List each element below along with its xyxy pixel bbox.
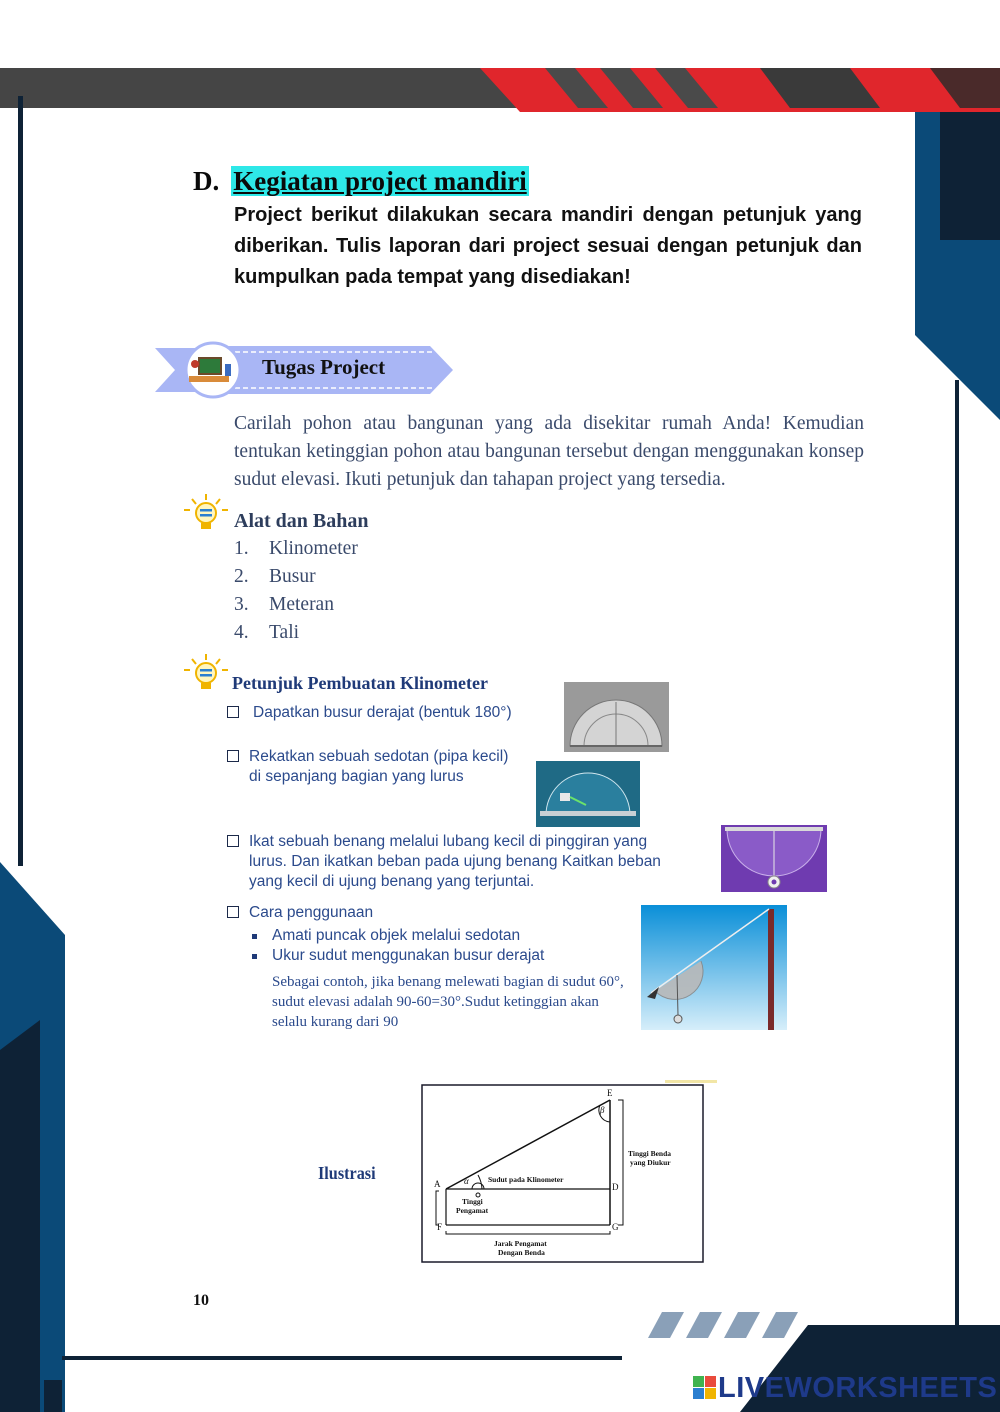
illustration-title: Ilustrasi — [318, 1163, 376, 1183]
lightbulb-icon — [180, 492, 232, 536]
square-bullet-icon — [252, 934, 257, 939]
alpha-label: α — [464, 1176, 469, 1186]
page-number: 10 — [193, 1292, 209, 1309]
materials-item — [234, 622, 299, 644]
point-f-label: F — [437, 1222, 443, 1232]
instruction-step: Dapatkan busur derajat (bentuk 180°) — [253, 704, 512, 721]
tinggi-benda-label-2: yang Diukur — [630, 1158, 671, 1167]
logo-badge-text: LIVE — [693, 1406, 696, 1407]
point-g-label: G — [612, 1222, 619, 1232]
tinggi-pengamat-label: Tinggi — [462, 1197, 483, 1206]
square-bullet-icon — [252, 954, 257, 959]
materials-item-label: Klinometer — [269, 538, 358, 559]
materials-item — [234, 566, 316, 588]
jarak-label: Jarak Pengamat — [494, 1239, 547, 1248]
task-description: Carilah pohon atau bangunan yang ada disekitar rumah Anda! Kemudian tentukan ketinggian pohon atau bangunan tersebut dengan menggunakan konsep sudut elevasi. Ikuti petunjuk dan tahapan project yang tersedia. — [234, 413, 864, 490]
materials-item-number: 1. — [234, 538, 249, 559]
instructions-title: Petunjuk Pembuatan Klinometer — [232, 673, 488, 693]
checkbox-bullet-icon — [227, 750, 239, 762]
materials-item-number: 2. — [234, 566, 249, 587]
point-e-label: E — [607, 1088, 613, 1098]
materials-item — [234, 594, 334, 616]
instruction-step-continued: yang kecil di ujung benang yang terjuntai. — [249, 873, 535, 890]
instruction-step: Cara penggunaan — [249, 904, 374, 921]
jarak-label-2: Dengan Benda — [498, 1248, 545, 1257]
tinggi-pengamat-label-2: Pengamat — [456, 1206, 489, 1215]
protractor-straw-photo — [536, 761, 640, 827]
materials-item-number: 4. — [234, 622, 249, 643]
instruction-sub-step: Amati puncak objek melalui sedotan — [272, 927, 521, 944]
example-note: Sebagai contoh, jika benang melewati bagian di sudut 60°, sudut elevasi adalah 90-60=30°.Sudut ketinggian akan selalu kurang dari 90 — [272, 974, 624, 1030]
tinggi-benda-label: Tinggi Benda — [628, 1149, 672, 1158]
instruction-step-continued: di sepanjang bagian yang lurus — [249, 768, 464, 785]
materials-item-label: Tali — [269, 622, 300, 643]
clinometer-weight-photo — [721, 825, 827, 892]
liveworksheets-logo-icon — [693, 1376, 717, 1407]
point-d-label: D — [612, 1182, 619, 1192]
elevation-diagram — [420, 1080, 720, 1265]
point-a-label: A — [434, 1179, 441, 1189]
materials-item-label: Busur — [269, 566, 316, 587]
section-heading — [193, 166, 529, 197]
section-letter: D. — [193, 166, 220, 196]
materials-title: Alat dan Bahan — [234, 510, 369, 532]
instruction-sub-step: Ukur sudut menggunakan busur derajat — [272, 947, 545, 964]
checkbox-bullet-icon — [227, 906, 239, 918]
section-title: Kegiatan project mandiri — [233, 166, 527, 196]
lightbulb-icon — [180, 652, 232, 696]
instruction-step: Ikat sebuah benang melalui lubang kecil di pinggiran yang — [249, 833, 648, 850]
intro-paragraph: Project berikut dilakukan secara mandiri dengan petunjuk yang diberikan. Tulis laporan dari project sesuai dengan petunjuk dan kumpulkan pada tempat yang disediakan! — [234, 204, 862, 288]
materials-item-number: 3. — [234, 594, 249, 615]
materials-item — [234, 538, 358, 560]
instruction-step-continued: lurus. Dan ikatkan beban pada ujung benang Kaitkan beban — [249, 853, 661, 870]
checkbox-bullet-icon — [227, 706, 239, 718]
clinometer-usage-photo — [641, 905, 787, 1030]
sudut-klinometer-label: Sudut pada Klinometer — [488, 1175, 564, 1184]
instruction-step: Rekatkan sebuah sedotan (pipa kecil) — [249, 748, 509, 765]
checkbox-bullet-icon — [227, 835, 239, 847]
beta-label: β — [600, 1105, 605, 1115]
task-banner-label: Tugas Project — [262, 355, 386, 379]
materials-item-label: Meteran — [269, 594, 334, 615]
liveworksheets-logo[interactable]: LIVEWORKSHEETS — [718, 1372, 998, 1404]
protractor-photo — [564, 682, 669, 752]
